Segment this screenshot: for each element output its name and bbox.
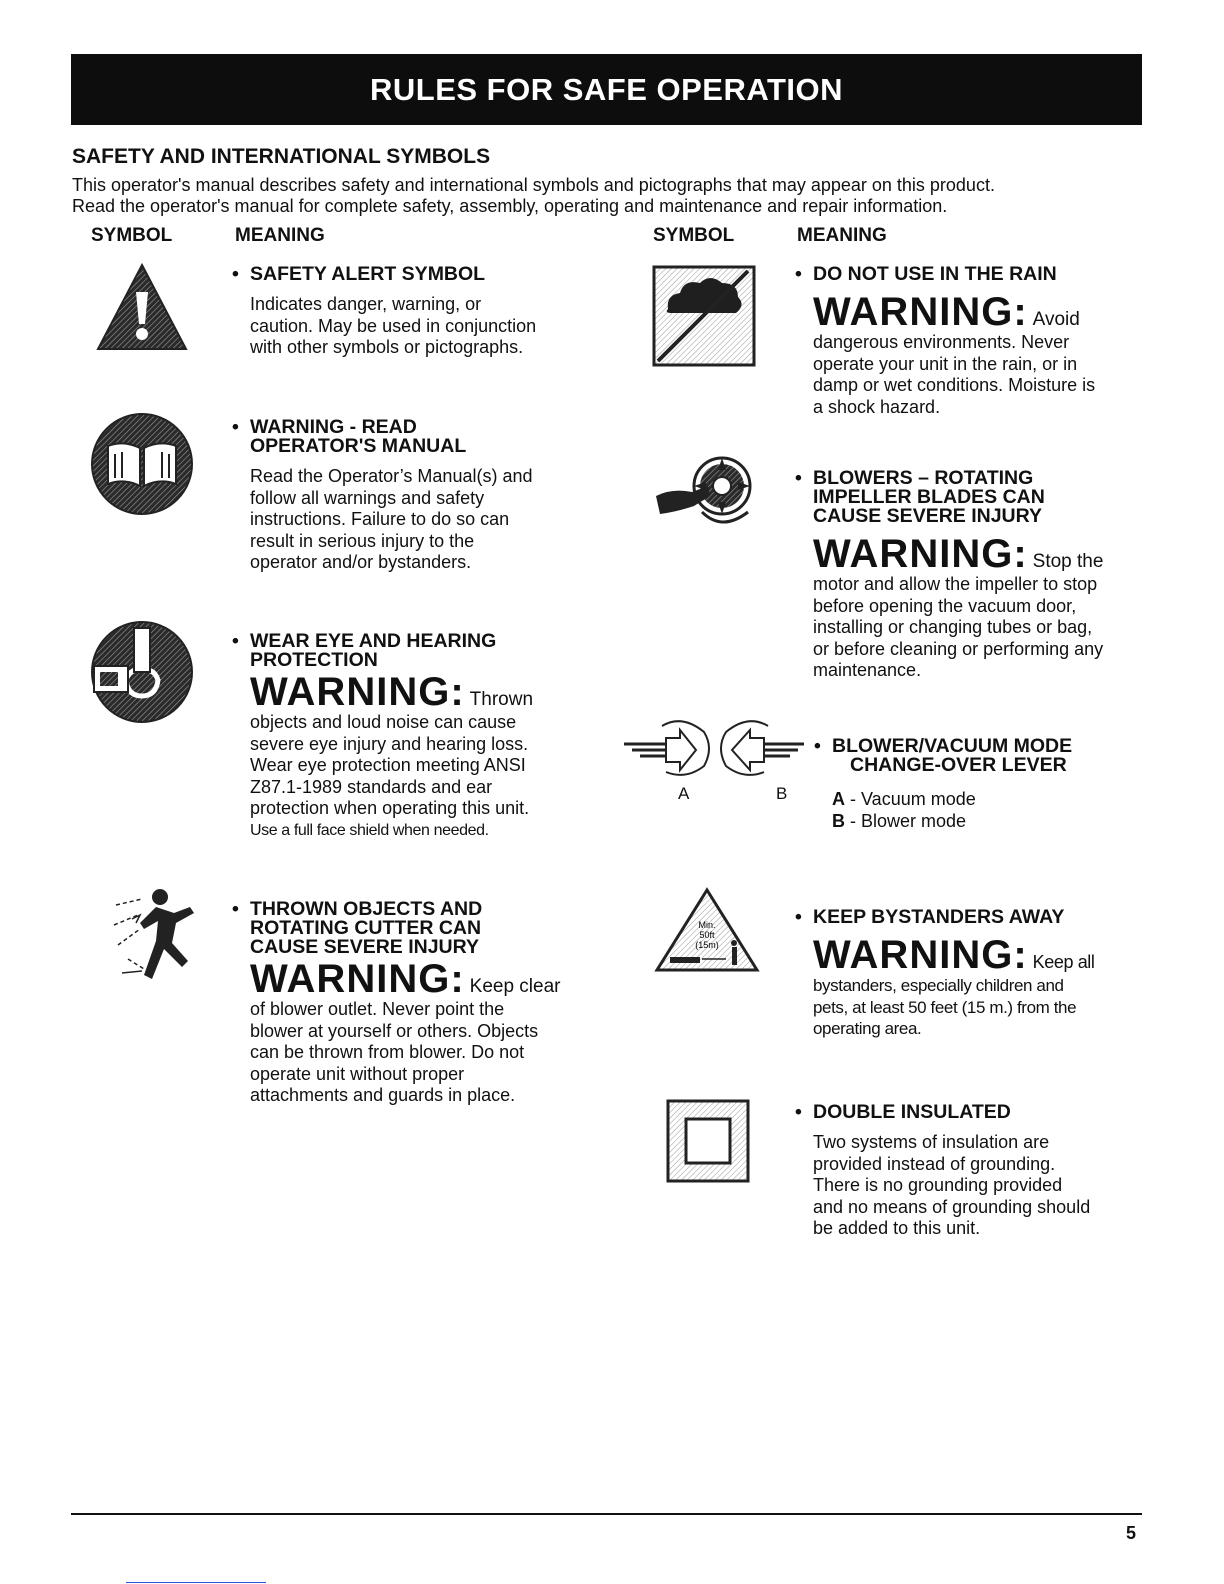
warning-line: WARNING: Keep clear: [250, 957, 561, 1001]
meaning-column-header: MEANING: [235, 225, 325, 246]
eye-hearing-entry: • WEAR EYE AND HEARING PROTECTION WARNING: Thrown objects and loud noise can cause severe eye injury and hearing loss. Wear eye protection meeting ANSI Z87.1-1989 standards and ear protection when operating this unit. Use a full face shield when needed.: [232, 632, 612, 842]
symbol-column-header: SYMBOL: [653, 225, 735, 246]
section-title: SAFETY AND INTERNATIONAL SYMBOLS: [72, 145, 491, 168]
entry-title: BLOWERS – ROTATING: [813, 467, 1034, 489]
entry-title-cont: IMPELLER BLADES CAN: [813, 486, 1045, 508]
warning-label: WARNING:: [813, 532, 1028, 576]
page-number: 5: [1126, 1523, 1137, 1543]
mode-b-line: B - Blower mode: [832, 810, 967, 831]
entry-body: dangerous environments. Never operate your unit in the rain, or in damp or wet conditions. Moisture is a shock hazard.: [813, 332, 1096, 417]
entry-body: motor and allow the impeller to stop before opening the vacuum door, installing or changing tubes or bag, or before cleaning or performing any maintenance.: [813, 574, 1104, 681]
entry-note: Use a full face shield when needed.: [250, 821, 489, 839]
warning-label: WARNING:: [250, 957, 465, 1001]
warning-line: WARNING: Avoid: [813, 290, 1080, 334]
read-manual-entry: • WARNING - READ OPERATOR'S MANUAL Read the Operator’s Manual(s) and follow all warnings and safety instructions. Failure to do so can result in serious injury to the operator and/or bystanders.: [232, 418, 612, 574]
entry-title-cont: CAUSE SEVERE INJURY: [250, 936, 480, 958]
page-banner: RULES FOR SAFE OPERATION: [71, 54, 1142, 125]
bystanders-entry: • KEEP BYSTANDERS AWAY WARNING: Keep all bystanders, especially children and pets, at least 50 feet (15 m.) from the operating area.: [795, 908, 1155, 1040]
entry-title-cont: PROTECTION: [250, 649, 378, 671]
vacuum-mode-icon: [622, 718, 712, 778]
mode-label-a: A: [678, 784, 690, 803]
sign-text: 50ft: [699, 930, 715, 940]
no-rain-entry: • DO NOT USE IN THE RAIN WARNING: Avoid dangerous environments. Never operate your unit in the rain, or in damp or wet conditions. Moisture is a shock hazard.: [795, 265, 1155, 418]
warning-line: WARNING: Keep all: [813, 933, 1095, 977]
footer-rule: [71, 1513, 1142, 1515]
symbol-column-header: SYMBOL: [91, 225, 173, 246]
intro-line: Read the operator's manual for complete safety, assembly, operating and maintenance and repair information.: [72, 196, 948, 216]
entry-body: Two systems of insulation are provided instead of grounding. There is no grounding provided and no means of grounding should be added to this unit.: [813, 1132, 1091, 1239]
entry-title: KEEP BYSTANDERS AWAY: [813, 906, 1065, 928]
sign-text: Min.: [698, 920, 716, 930]
entry-title: WEAR EYE AND HEARING: [250, 630, 497, 652]
warning-label: WARNING:: [813, 290, 1028, 334]
entry-title: BLOWER/VACUUM MODE: [832, 735, 1073, 757]
entry-title: DO NOT USE IN THE RAIN: [813, 263, 1057, 285]
read-manual-icon: [90, 412, 194, 516]
entry-title-cont: CHANGE-OVER LEVER: [850, 754, 1067, 776]
impeller-entry: • BLOWERS – ROTATING IMPELLER BLADES CAN CAUSE SEVERE INJURY WARNING: Stop the motor and allow the impeller to stop before opening the vacuum door, installing or changing tubes or bag, or before cleaning or performing any maintenance.: [795, 469, 1155, 682]
sign-text: (15m): [695, 940, 719, 950]
intro-text: [72, 175, 1152, 217]
entry-title-cont: CAUSE SEVERE INJURY: [813, 505, 1043, 527]
double-insulated-entry: • DOUBLE INSULATED Two systems of insulation are provided instead of grounding. There is no grounding provided and no means of grounding should be added to this unit.: [795, 1103, 1155, 1240]
safety-alert-entry: • SAFETY ALERT SYMBOL Indicates danger, warning, or caution. May be used in conjunction with other symbols or pictographs.: [232, 265, 612, 359]
entry-body: objects and loud noise can cause severe eye injury and hearing loss. Wear eye protection meeting ANSI Z87.1-1989 standards and ear protection when operating this unit. Use a full face shield when needed.: [232, 712, 612, 842]
entry-body: Read the Operator’s Manual(s) and follow all warnings and safety instructions. Failure to do so can result in serious injury to the operator and/or bystanders.: [250, 466, 533, 573]
entry-body: of blower outlet. Never point the blower at yourself or others. Objects can be thrown from blower. Do not operate unit without proper attachments and guards in place.: [250, 999, 539, 1106]
warning-line: WARNING: Stop the: [813, 532, 1104, 576]
double-insulated-icon: [666, 1099, 750, 1183]
bottom-line: [126, 1582, 266, 1583]
entry-title: SAFETY ALERT SYMBOL: [250, 263, 486, 285]
entry-title-cont: OPERATOR'S MANUAL: [250, 435, 467, 457]
entry-body: [814, 789, 1154, 832]
meaning-column-header: MEANING: [797, 225, 887, 246]
impeller-icon: [652, 452, 762, 534]
thrown-objects-icon: [112, 885, 208, 985]
thrown-objects-entry: • THROWN OBJECTS AND ROTATING CUTTER CAN CAUSE SEVERE INJURY WARNING: Keep clear of blower outlet. Never point the blower at yourself or others. Objects can be thrown from blower. Do not operate unit without proper attachments and guards in place.: [232, 900, 612, 1107]
warning-label: WARNING:: [250, 670, 465, 714]
safety-alert-icon: [95, 262, 189, 352]
blower-mode-icon: [718, 718, 808, 778]
keep-bystanders-away-icon: [654, 887, 760, 973]
mode-a-line: A - Vacuum mode: [832, 789, 976, 809]
entry-title: THROWN OBJECTS AND: [250, 898, 483, 920]
mode-label-b: B: [776, 784, 788, 803]
entry-title-cont: ROTATING CUTTER CAN: [250, 917, 482, 939]
entry-body: Indicates danger, warning, or caution. May be used in conjunction with other symbols or pictographs.: [250, 294, 537, 358]
entry-title: WARNING - READ: [250, 416, 417, 438]
mode-lever-entry: • BLOWER/VACUUM MODE CHANGE-OVER LEVER A - Vacuum mode B - Blower mode: [814, 737, 1154, 832]
entry-body: bystanders, especially children and pets, at least 50 feet (15 m.) from the operating area.: [813, 976, 1077, 1039]
eye-hearing-protection-icon: [90, 620, 194, 724]
entry-title: DOUBLE INSULATED: [813, 1101, 1011, 1123]
warning-label: WARNING:: [813, 933, 1028, 977]
intro-line: This operator's manual describes safety and international symbols and pictographs that may appear on this product.: [72, 175, 995, 195]
warning-line: WARNING: Thrown: [250, 670, 534, 714]
no-rain-icon: [652, 265, 756, 367]
